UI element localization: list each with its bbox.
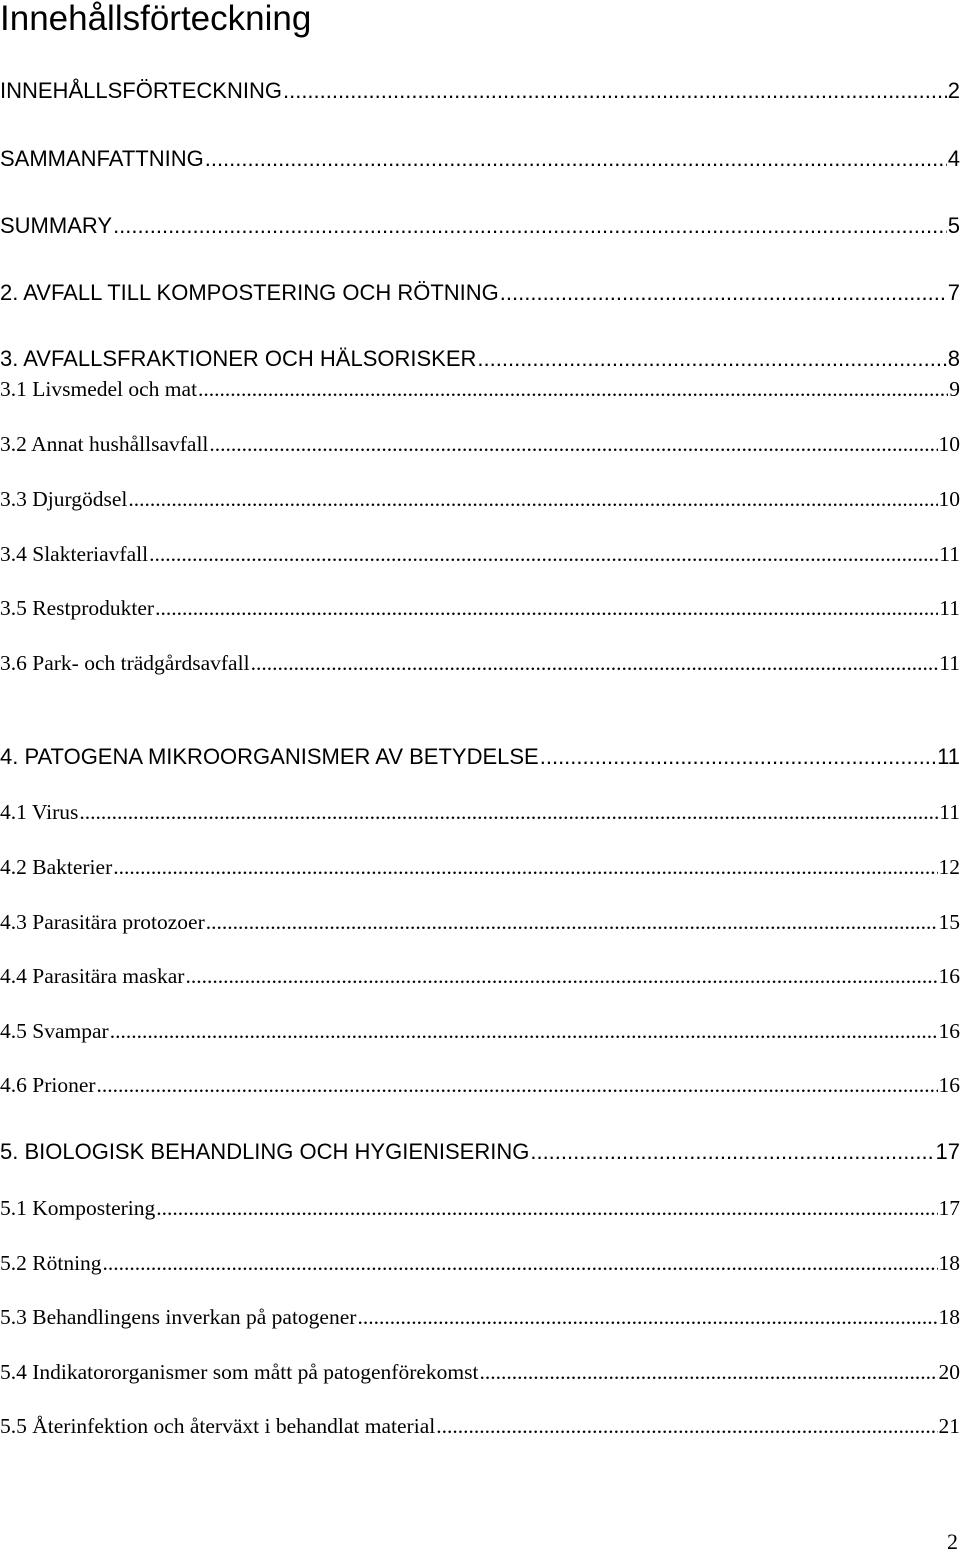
toc-entry-section-3-3[interactable] <box>0 483 960 515</box>
toc-entry-section-3-5[interactable] <box>0 592 960 624</box>
toc-entry-page: 8 <box>948 343 960 375</box>
toc-entry-label: 5. BIOLOGISK BEHANDLING OCH HYGIENISERING <box>0 1136 529 1168</box>
toc-entry-section-5-5[interactable] <box>0 1410 960 1442</box>
toc-entry-page: 11 <box>939 538 960 570</box>
dot-leader <box>103 1247 938 1279</box>
toc-entry-label: 3.5 Restprodukter <box>0 592 154 624</box>
toc-entry-section-5-4[interactable] <box>0 1356 960 1388</box>
toc-entry-page: 10 <box>939 483 960 515</box>
toc-entry-label: 4. PATOGENA MIKROORGANISMER AV BETYDELSE <box>0 741 539 773</box>
toc-entry-summary[interactable] <box>0 210 960 242</box>
toc-entry-sammanfattning[interactable] <box>0 143 960 175</box>
toc-entry-page: 16 <box>939 1069 960 1101</box>
toc-entry-page: 4 <box>948 143 960 175</box>
toc-entry-innehallsforteckning[interactable] <box>0 75 960 107</box>
dot-leader <box>113 210 947 242</box>
toc-entry-page: 16 <box>939 960 960 992</box>
dot-leader <box>436 1410 937 1442</box>
toc-entry-page: 12 <box>939 851 960 883</box>
toc-entry-section-2[interactable] <box>0 277 960 309</box>
toc-entry-label: 5.2 Rötning <box>0 1247 102 1279</box>
dot-leader <box>209 428 937 460</box>
toc-entry-page: 2 <box>948 75 960 107</box>
toc-entry-label: 3.6 Park- och trädgårdsavfall <box>0 647 250 679</box>
toc-entry-page: 18 <box>939 1301 960 1333</box>
toc-entry-label: 5.5 Återinfektion och återväxt i behandlat material <box>0 1410 435 1442</box>
dot-leader <box>251 647 939 679</box>
toc-entry-section-3-1[interactable] <box>0 373 960 405</box>
dot-leader <box>477 343 946 375</box>
dot-leader <box>149 538 938 570</box>
toc-entry-section-3-6[interactable] <box>0 647 960 679</box>
dot-leader <box>205 143 947 175</box>
toc-entry-page: 15 <box>939 906 960 938</box>
toc-entry-label: 3.4 Slakteriavfall <box>0 538 148 570</box>
toc-entry-label: 3. AVFALLSFRAKTIONER OCH HÄLSORISKER <box>0 343 476 375</box>
toc-entry-page: 17 <box>939 1192 960 1224</box>
toc-entry-label: INNEHÅLLSFÖRTECKNING <box>0 75 282 107</box>
toc-entry-page: 11 <box>939 647 960 679</box>
toc-entry-section-5-1[interactable] <box>0 1192 960 1224</box>
dot-leader <box>79 796 938 828</box>
toc-entry-page: 17 <box>936 1136 960 1168</box>
toc-entry-label: 4.1 Virus <box>0 796 78 828</box>
page-number: 2 <box>947 1529 958 1555</box>
toc-entry-section-4-4[interactable] <box>0 960 960 992</box>
toc-entry-section-4-2[interactable] <box>0 851 960 883</box>
toc-entry-label: 2. AVFALL TILL KOMPOSTERING OCH RÖTNING <box>0 277 499 309</box>
toc-entry-section-4-5[interactable] <box>0 1015 960 1047</box>
dot-leader <box>128 483 937 515</box>
toc-entry-section-5-3[interactable] <box>0 1301 960 1333</box>
dot-leader <box>500 277 947 309</box>
toc-entry-section-4-1[interactable] <box>0 796 960 828</box>
toc-entry-label: 4.5 Svampar <box>0 1015 109 1047</box>
toc-entry-section-4-6[interactable] <box>0 1069 960 1101</box>
page-title: Innehållsförteckning <box>0 0 311 40</box>
toc-entry-page: 20 <box>939 1356 960 1388</box>
toc-entry-label: SAMMANFATTNING <box>0 143 204 175</box>
toc-entry-label: SUMMARY <box>0 210 112 242</box>
dot-leader <box>206 906 938 938</box>
toc-entry-page: 18 <box>939 1247 960 1279</box>
dot-leader <box>530 1136 934 1168</box>
dot-leader <box>198 373 948 405</box>
toc-entry-section-3-4[interactable] <box>0 538 960 570</box>
toc-entry-label: 3.1 Livsmedel och mat <box>0 373 197 405</box>
dot-leader <box>185 960 937 992</box>
dot-leader <box>97 1069 938 1101</box>
dot-leader <box>357 1301 937 1333</box>
toc-entry-section-4[interactable] <box>0 741 960 773</box>
toc-entry-section-3[interactable] <box>0 343 960 375</box>
toc-entry-label: 4.2 Bakterier <box>0 851 112 883</box>
dot-leader <box>110 1015 938 1047</box>
dot-leader <box>113 851 937 883</box>
toc-entry-page: 9 <box>949 373 960 405</box>
toc-entry-section-5-2[interactable] <box>0 1247 960 1279</box>
toc-entry-page: 10 <box>939 428 960 460</box>
toc-entry-label: 4.3 Parasitära protozoer <box>0 906 205 938</box>
dot-leader <box>155 592 938 624</box>
toc-entry-section-5[interactable] <box>0 1136 960 1168</box>
dot-leader <box>156 1192 937 1224</box>
toc-entry-page: 11 <box>937 741 960 773</box>
toc-entry-page: 16 <box>939 1015 960 1047</box>
toc-entry-label: 5.1 Kompostering <box>0 1192 155 1224</box>
dot-leader <box>479 1356 937 1388</box>
toc-entry-page: 7 <box>948 277 960 309</box>
toc-entry-page: 5 <box>948 210 960 242</box>
toc-entry-label: 3.2 Annat hushållsavfall <box>0 428 208 460</box>
toc-entry-page: 11 <box>939 592 960 624</box>
toc-entry-page: 21 <box>939 1410 960 1442</box>
toc-entry-label: 5.3 Behandlingens inverkan på patogener <box>0 1301 356 1333</box>
toc-entry-section-3-2[interactable] <box>0 428 960 460</box>
toc-entry-label: 4.4 Parasitära maskar <box>0 960 184 992</box>
toc-entry-label: 5.4 Indikatororganismer som mått på patogenförekomst <box>0 1356 478 1388</box>
toc-entry-page: 11 <box>939 796 960 828</box>
toc-entry-section-4-3[interactable] <box>0 906 960 938</box>
toc-entry-label: 4.6 Prioner <box>0 1069 96 1101</box>
toc-entry-label: 3.3 Djurgödsel <box>0 483 127 515</box>
dot-leader <box>540 741 936 773</box>
dot-leader <box>283 75 947 107</box>
